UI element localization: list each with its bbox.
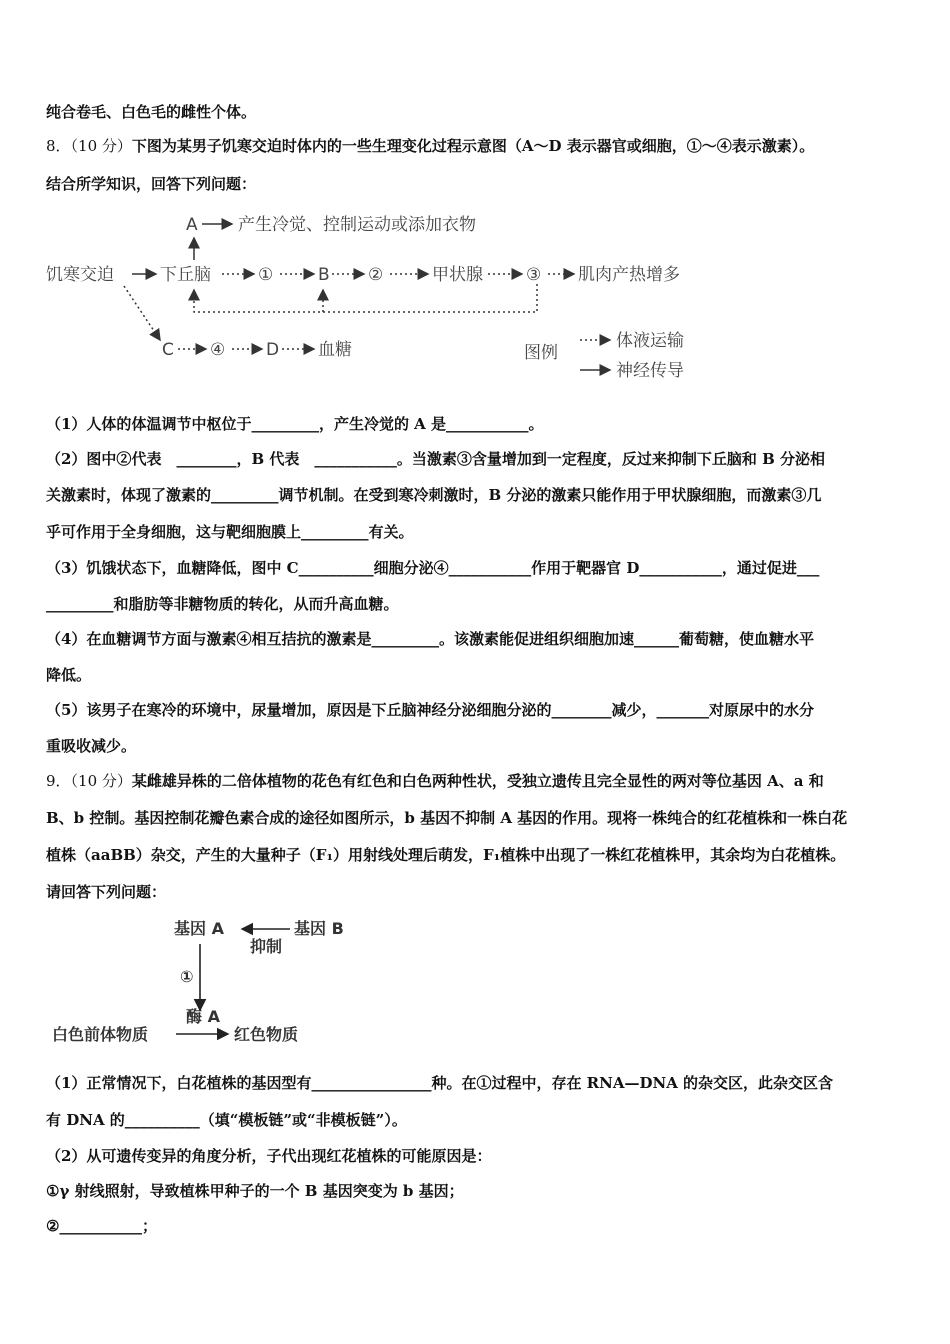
node-thyroid: 甲状腺 (432, 265, 483, 285)
step-1-label: ① (180, 967, 194, 986)
node-start: 饥寒交迫 (46, 265, 114, 285)
text-line: 重吸收减少。 (46, 737, 137, 755)
sub-question-1: （1）人体的体温调节中枢位于_________，产生冷觉的 A 是___________。 (46, 415, 544, 433)
text-line: 关激素时，体现了激素的_________调节机制。在受到寒冷刺激时，B 分泌的激素只能作用于甲状腺细胞，而激素③几 (46, 486, 822, 504)
legend-fluid-label: 体液运输 (616, 331, 684, 351)
node-hormone-1: ① (258, 265, 274, 285)
question-number: 9．（10 分） (46, 772, 132, 790)
node-hormone-2: ② (368, 265, 384, 285)
text-line: 有 DNA 的__________（填“模板链”或“非模板链”）。 (46, 1111, 407, 1129)
text-line: 纯合卷毛、白色毛的雌性个体。 (46, 103, 257, 121)
product-label: 红色物质 (234, 1025, 299, 1044)
enzyme-label: 酶 A (186, 1007, 220, 1026)
node-hormone-4: ④ (210, 340, 226, 360)
node-hypothalamus: 下丘脑 (160, 265, 211, 285)
sub-question-4: （4）在血糖调节方面与激素④相互拮抗的激素是_________。该激素能促进组织细胞加速______葡萄糖，使血糖水平 (46, 630, 814, 648)
gene-pathway-diagram (44, 910, 364, 1050)
text-line: 降低。 (46, 666, 92, 684)
question-8-stem (46, 136, 814, 156)
feedback-loop (194, 284, 537, 312)
node-hormone-3: ③ (526, 265, 542, 285)
precursor-label: 白色前体物质 (52, 1025, 149, 1044)
text-line: _________和脂肪等非糖物质的转化，从而升高血糖。 (46, 595, 399, 613)
sub-question-3: （3）饥饿状态下，血糖降低，图中 C__________细胞分泌④___________作用于靶器官 D___________，通过促进___ (46, 559, 820, 577)
sub-question-2: （2）图中②代表 ________，B 代表 ___________。当激素③含量增加到一定程度，反过来抑制下丘脑和 B 分泌相 (46, 450, 825, 468)
answer-line-2: ②___________； (46, 1217, 157, 1235)
question-text: 某雌雄异株的二倍体植物的花色有红色和白色两种性状，受独立遗传且完全显性的两对等位基因 A、a 和 (131, 772, 824, 790)
sub-question-1: （1）正常情况下，白花植株的基因型有________________种。在①过程中，存在 RNA—DNA 的杂交区，此杂交区含 (46, 1074, 834, 1092)
text-line: B、b 控制。基因控制花瓣色素合成的途径如图所示，b 基因不抑制 A 基因的作用。现将一株纯合的红花植株和一株白花 (46, 809, 848, 827)
physiology-diagram (40, 200, 720, 390)
node-d: D (266, 340, 280, 360)
text-line: 结合所学知识，回答下列问题： (46, 175, 257, 193)
sub-question-5: （5）该男子在寒冷的环境中，尿量增加，原因是下丘脑神经分泌细胞分泌的________减少，_______对原尿中的水分 (46, 701, 814, 719)
node-muscle: 肌肉产热增多 (578, 265, 680, 285)
text-line: 植株（aaBB）杂交，产生的大量种子（F₁）用射线处理后萌发，F₁植株中出现了一株红花植株甲，其余均为白花植株。 (46, 846, 846, 864)
legend-title: 图例 (524, 343, 558, 363)
gene-b-label: 基因 B (294, 919, 344, 938)
node-a: A (186, 215, 198, 235)
question-9-stem (46, 771, 824, 791)
arrow-start-to-c (124, 286, 160, 340)
node-a-result: 产生冷觉、控制运动或添加衣物 (238, 215, 476, 235)
text-line: 乎可作用于全身细胞，这与靶细胞膜上_________有关。 (46, 523, 414, 541)
legend-nerve-label: 神经传导 (616, 361, 684, 381)
answer-line-1: ①γ 射线照射，导致植株甲种子的一个 B 基因突变为 b 基因； (46, 1182, 464, 1200)
question-number: 8．（10 分） (46, 137, 132, 155)
inhibit-label: 抑制 (250, 937, 283, 956)
node-glucose: 血糖 (318, 340, 352, 360)
question-text: 下图为某男子饥寒交迫时体内的一些生理变化过程示意图（A～D 表示器官或细胞，①～④表示激素）。 (131, 137, 815, 155)
node-c: C (162, 340, 174, 360)
gene-a-label: 基因 A (174, 919, 224, 938)
text-line: 请回答下列问题： (46, 883, 167, 901)
sub-question-2: （2）从可遗传变异的角度分析，子代出现红花植株的可能原因是： (46, 1147, 492, 1165)
node-b: B (318, 265, 330, 285)
